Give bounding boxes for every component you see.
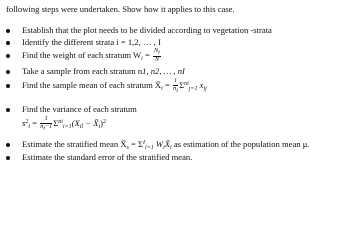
sum-range <box>184 80 198 92</box>
bullet-icon <box>6 70 10 74</box>
variance-eq: = <box>30 117 40 128</box>
bullet-icon <box>6 84 10 88</box>
variance-lhs: s <box>22 117 26 128</box>
bullet-icon <box>6 108 10 112</box>
step-text: Identify the different strata i = 1,2, … , I <box>22 37 161 47</box>
list-item <box>0 153 350 166</box>
fraction-num: N <box>154 47 159 54</box>
variance-formula <box>22 116 106 132</box>
formula-sub: s <box>126 145 129 151</box>
fraction <box>173 78 178 94</box>
sum-top: ni <box>184 80 189 87</box>
bullet-icon <box>6 143 10 147</box>
sum-bottom: i=1 <box>62 123 72 130</box>
step-tail: as estimation of the population mean μ. <box>171 139 310 149</box>
variance-term-mid: − X̄ <box>83 117 99 128</box>
variance-lhs-sup: 2 <box>25 118 29 125</box>
step-label: Estimate the stratified mean X̄ <box>22 139 127 149</box>
sum-symbol: Σ <box>179 79 185 90</box>
sum-range <box>143 140 154 151</box>
variance-term-sub: il <box>79 123 84 130</box>
formula-sub: i <box>141 55 143 62</box>
sum-symbol: Σ <box>53 117 59 128</box>
sum-bottom: j=1 <box>188 85 198 92</box>
formula-sub: i <box>161 85 163 92</box>
fraction-num: 1 <box>40 116 52 124</box>
formula-term: W <box>153 139 164 149</box>
variance-term-mid-sub: i <box>98 123 101 130</box>
step-text <box>22 67 185 76</box>
bullet-icon <box>6 54 10 58</box>
fraction-den: n <box>40 122 44 130</box>
formula-eq: = <box>142 49 152 60</box>
step-formula <box>22 140 309 151</box>
fraction-den: n <box>173 84 177 92</box>
list-item <box>0 77 350 94</box>
bullet-icon <box>6 156 10 160</box>
fraction <box>153 48 161 64</box>
fraction-den-sub: i <box>176 87 178 94</box>
sum-bottom: i=1 <box>145 145 154 151</box>
sum-symbol: Σ <box>138 139 144 149</box>
step-formula <box>22 78 207 94</box>
fraction-num: 1 <box>173 77 178 84</box>
step-formula <box>22 48 162 64</box>
formula-eq: = <box>162 79 172 90</box>
formula-eq: = <box>128 139 139 149</box>
variance-term: (X <box>71 117 80 128</box>
variance-term-end: ) <box>100 117 104 128</box>
list-item <box>0 47 350 64</box>
fraction-den: N <box>154 56 159 64</box>
step-label: Take a sample from each stratum n <box>22 66 143 76</box>
fraction-den-sub: i <box>43 125 45 132</box>
sum-range <box>58 118 72 130</box>
fraction-den-tail: −1 <box>44 122 53 130</box>
fraction-num-sub: i <box>158 50 160 56</box>
bullet-icon <box>6 29 10 33</box>
formula-term-sub: i <box>163 145 165 151</box>
step-label: Find the weight of each stratum W <box>22 49 142 60</box>
formula-term-sub: ij <box>203 85 207 92</box>
sum-top: I <box>143 140 146 146</box>
sum-top: ni <box>58 118 63 125</box>
step-text: Find the variance of each stratum <box>22 104 137 114</box>
bullet-icon <box>6 41 10 45</box>
formula-term2: X̄ <box>164 139 170 149</box>
fraction <box>40 116 52 132</box>
step-tail: 1, n2, … , nI <box>142 66 185 76</box>
variance-term-sup: 2 <box>103 118 107 125</box>
formula-term: x <box>197 79 204 90</box>
formula-term2-sub: i <box>170 145 172 151</box>
intro-text: following steps were undertaken. Show how it applies to this case. <box>6 4 235 14</box>
step-text: Estimate the standard error of the stratified mean. <box>22 152 193 162</box>
step-label: Find the sample mean of each stratum X̄ <box>22 79 162 90</box>
variance-lhs-sub: i <box>28 123 31 130</box>
step-text: Establish that the plot needs to be divided according to vegetation -strata <box>22 25 272 35</box>
